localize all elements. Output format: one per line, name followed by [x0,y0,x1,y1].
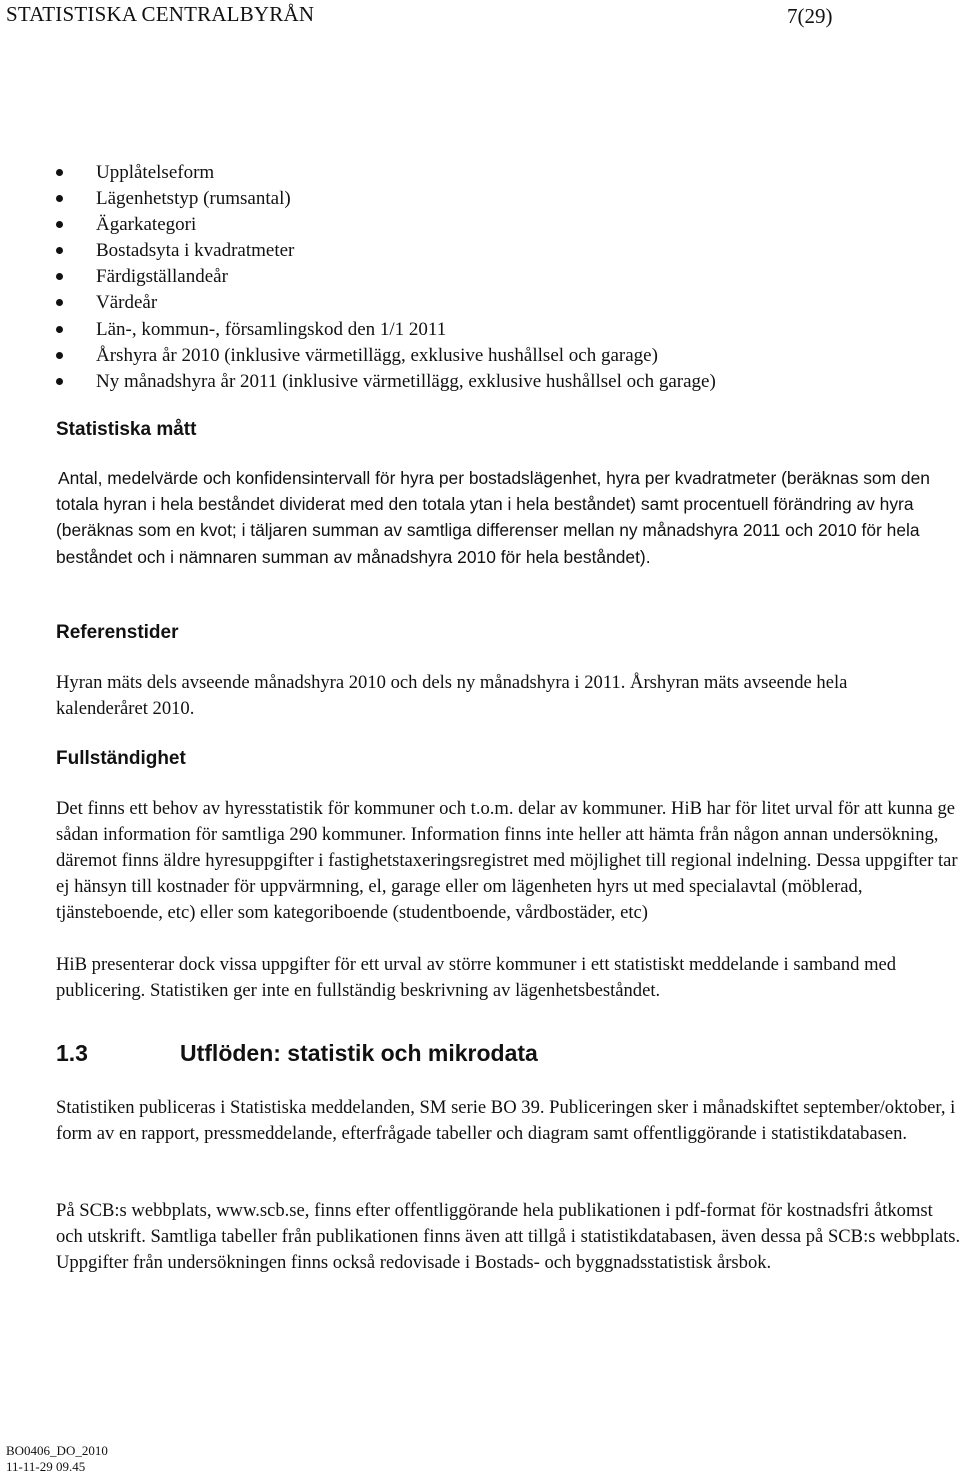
fullstandighet-text-1: Det finns ett behov av hyresstatistik för kommuner och t.o.m. delar av kommuner. HiB har för litet urval för att kunna ge sådan information för samtliga 290 kommuner. Information finns inte heller att hämta från någon annan undersökning, däremot finns äldre hyresuppgifter i fastighetstaxeringsregistret med möjlighet till regional indelning. Dessa uppgifter tar ej hänsyn till kostnader för uppvärmning, el, garage eller om lägenheten hyrs ut med specialavtal (möblerad, tjänsteboende, etc) eller som kategoriboende (studentboende, vårdbostäder, etc) [56,798,958,924]
section-title: Utflöden: statistik och mikrodata [180,1040,538,1066]
list-item-text: Upplåtelseform [96,162,215,183]
utfloden-text-2: På SCB:s webbplats, www.scb.se, finns efter offentliggörande hela publikationen i pdf-format för kostnadsfri åtkomst och utskrift. Samtliga tabeller från publikationen finns även att tillgå i statistikdatabasen, även dessa på SCB:s webbplats. Uppgifter från undersökningen finns också redovisade i Bostads- och byggnadsstatistisk årsbok. [56,1200,960,1274]
statistiska-matt-text: Antal, medelvärde och konfidensintervall för hyra per bostadslägenhet, hyra per kvadratmeter (beräknas som den totala hyran i hela beståndet dividerat med den totala ytan i hela beståndet) samt procentuell förändring av hyra (beräknas som en kvot; i täljaren summan av samtliga differenser mellan ny månadshyra 2011 och 2010 för hela beståndet och i nämnaren summan av månadshyra 2010 för hela beståndet). [56,468,930,567]
list-item-text: Ny månadshyra år 2011 (inklusive värmetillägg, exklusive hushållsel och garage) [96,370,716,392]
list-item-text: Årshyra år 2010 (inklusive värmetillägg, exklusive hushållsel och garage) [96,344,658,366]
bullet-icon [56,169,63,176]
page-header [0,2,960,32]
page-number: 7(29) [787,4,833,28]
fullstandighet-text-2: HiB presenterar dock vissa uppgifter för ett urval av större kommuner i ett statistiskt meddelande i samband med publicering. Statistiken ger inte en fullständig beskrivning av lägenhetsbeståndet. [56,954,897,1002]
list-item-text: Län-, kommun-, församlingskod den 1/1 2011 [96,318,447,340]
bullet-icon [56,273,63,280]
list-item-text: Lägenhetstyp (rumsantal) [96,188,291,210]
list-item-text: Färdigställandeår [96,266,228,288]
page-footer [6,1443,108,1475]
document-timestamp: 11-11-29 09.45 [6,1459,86,1474]
utfloden-text-1: Statistiken publiceras i Statistiska meddelanden, SM serie BO 39. Publiceringen sker i månadskiftet september/oktober, i form av en rapport, pressmeddelande, efterfrågade tabeller och diagram samt offentliggörande i statistikdatabasen. [56,1097,956,1145]
section-number: 1.3 [56,1040,88,1066]
bullet-icon [56,326,63,333]
bullet-icon [56,195,63,202]
list-item-text: Värdeår [96,292,158,314]
heading-fullstandighet: Fullständighet [56,748,186,769]
document-id: BO0406_DO_2010 [6,1443,108,1458]
organization-name: STATISTISKA CENTRALBYRÅN [6,2,315,26]
bullet-icon [56,352,63,359]
bullet-icon [56,378,63,385]
bullet-icon [56,299,63,306]
list-item-text: Ägarkategori [96,214,197,236]
bullet-icon [56,221,63,228]
bullet-icon [56,247,63,254]
referenstider-text: Hyran mäts dels avseende månadshyra 2010 och dels ny månadshyra i 2011. Årshyran mäts avseende hela kalenderåret 2010. [56,672,848,720]
heading-referenstider: Referenstider [56,622,179,643]
list-item-text: Bostadsyta i kvadratmeter [96,240,295,262]
heading-statistiska-matt: Statistiska mått [56,419,197,440]
